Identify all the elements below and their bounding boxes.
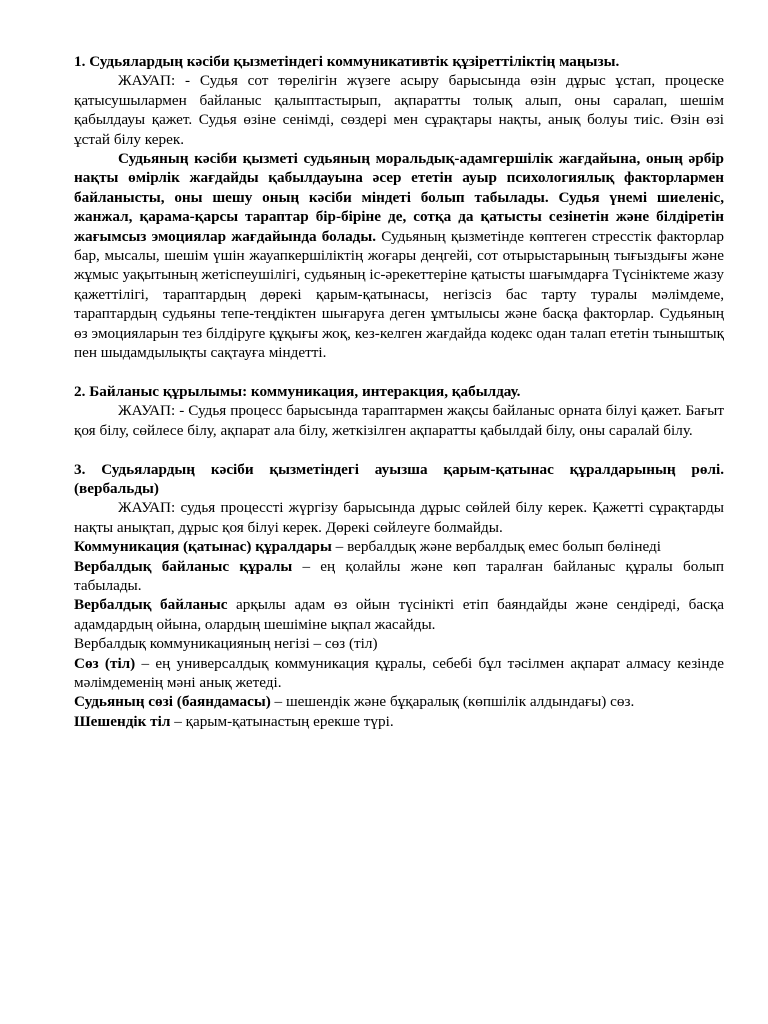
section-1-heading: 1. Судьялардың кәсіби қызметіндегі коммуникативтік құзіреттіліктің маңызы. [74, 53, 620, 70]
definition-term: Шешендік тіл [74, 712, 171, 730]
definition-text: – қарым-қатынастың ерекше түрі. [170, 712, 394, 730]
definition-item [74, 692, 724, 711]
section-1-paragraph [74, 149, 724, 362]
section-3-heading: 3. Судьялардың кәсіби қызметіндегі ауызша қарым-қатынас құралдарының рөлі. (вербальды) [74, 460, 724, 497]
definition-term: Коммуникация (қатынас) құралдары [74, 538, 332, 556]
definition-text: арқылы адам өз ойын түсінікті етіп баяндайды және сендіреді, басқа адамдардың ойына, олардың шешіміне ықпал жасайды. [74, 596, 724, 633]
section-3-answer: ЖАУАП: судья процессті жүргізу барысында дұрыс сөйлей білу керек. Қажетті сұрақтарды нақты анықтап, дұрыс қоя білуі керек. Дөрекі сөйлеуге болмайды. [74, 499, 724, 536]
definition-text: – ең универсалдық коммуникация құралы, себебі бұл тәсілмен ақпарат алмасу кезінде мәлімдеменің мәні анық жетеді. [74, 654, 725, 691]
section-1-bold-text: Судьяның кәсіби қызметі судьяның моральдық-адамгершілік жағдайына, оның әрбір нақты өмірлік жағдайды қабылдауына әсер ететін ауыр психологиялық факторлармен байланысты, оны шешу оның кәсіби міндеті болып табылады. Судья үнемі шиеленіс, жанжал, қарама-қарсы тараптар бір-біріне де, сотқа да қатысты сезінетін және білдіретін жағымсыз эмоциялар жағдайында болады. [74, 150, 724, 245]
definition-item [74, 537, 724, 556]
section-spacer [74, 440, 724, 459]
definition-text: Вербалдық коммуникацияның негізі – сөз (тіл) [74, 635, 378, 653]
section-1-answer: ЖАУАП: - Судья сот төрелігін жүзеге асыру барысында өзін дұрыс ұстап, процеске қатысушылармен байланыс қалыптастырып, ақпаратты толық алып, оны саралап, шешім қабылдауы қажет. Судья өзіне сенімді, сөздері мен сұрақтары нақты, анық болуы тиіс. Өзін өзі ұстай білу керек. [74, 72, 724, 148]
document-page [74, 52, 724, 731]
definition-term: Вербалдық байланыс құралы [74, 557, 293, 575]
section-spacer [74, 363, 724, 382]
definition-item [74, 712, 724, 731]
definition-item [74, 557, 724, 596]
definition-item [74, 634, 724, 653]
section-1-paragraph-rest: Судьяның қызметінде көптеген стресстік факторлар бар, мысалы, шешім үшін жауапкершіліктің жоғары деңгейі, сот отырыстарының тығыздығы және жұмыс уақытының жетіспеушілігі, судьяның іс-әрекеттеріне қатысты шағымдарға Түсініктеме жазу қажеттілігі, тараптардың дөрекі қарым-қатынасы, негізсіз бас тарту туралы мәлімдеме, тараптардың судьяны тепе-теңдіктен шығаруға деген ұмтылысы және басқа факторлар. Судьяның өз эмоцияларын тез білдіруге құқығы жоқ, кез-келген жағдайда кодекс одан талап ететін тыныштық пен шыдамдылықты сақтауға міндетті. [74, 227, 725, 362]
definition-term: Судьяның сөзі (баяндамасы) [74, 693, 271, 711]
definition-text: – шешендік және бұқаралық (көпшілік алдындағы) сөз. [270, 693, 635, 711]
section-2-answer: ЖАУАП: - Судья процесс барысында тараптармен жақсы байланыс орната білуі қажет. Бағыт қоя білу, сөйлесе білу, ақпарат ала білу, жеткізілген ақпаратты қабылдай білу, оны саралай білу. [74, 402, 724, 439]
definition-item [74, 595, 724, 634]
definition-term: Вербалдық байланыс [74, 596, 228, 614]
definition-item [74, 654, 724, 693]
definition-text: – ең қолайлы және көп таралған байланыс құралы болып табылады. [74, 557, 725, 594]
definition-text: – вербалдық және вербалдық емес болып бөлінеді [331, 538, 661, 556]
section-2-heading: 2. Байланыс құрылымы: коммуникация, интеракция, қабылдау. [74, 382, 521, 400]
definition-term: Сөз (тіл) [74, 654, 136, 672]
